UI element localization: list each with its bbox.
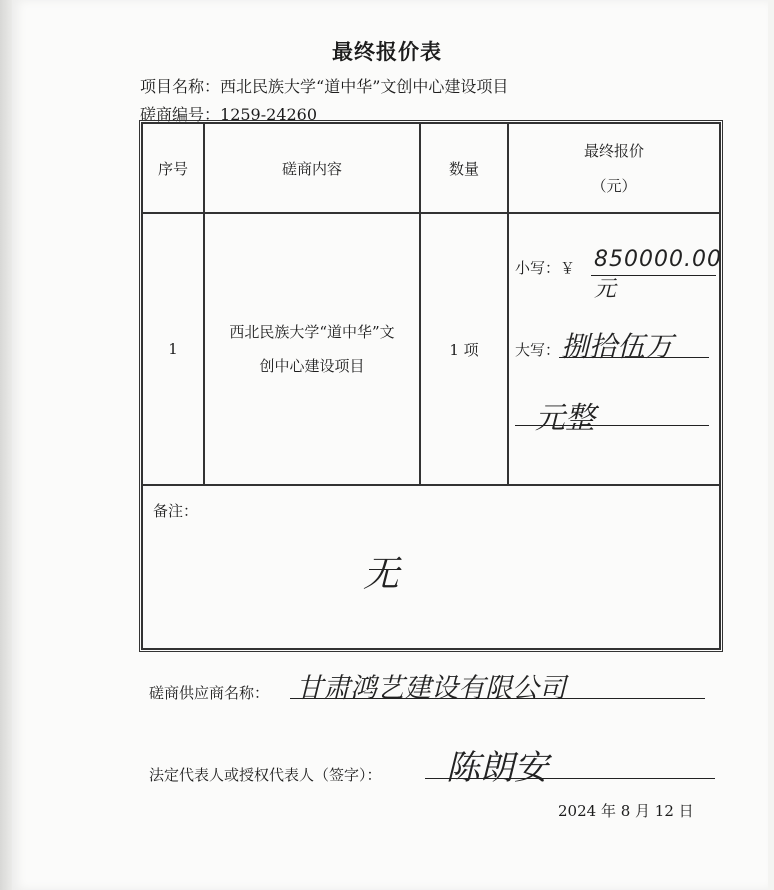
representative-signature: 陈朗安 (446, 748, 548, 788)
row-content-line2: 创中心建设项目 (259, 357, 365, 375)
document-title: 最终报价表 (332, 39, 442, 64)
project-name-label: 项目名称： (140, 77, 221, 96)
header-qty: 数量 (420, 123, 508, 213)
big-amount-value-line1: 捌拾伍万 (561, 330, 674, 363)
representative-label: 法定代表人或授权代表人（签字）： (149, 766, 382, 784)
header-price-line2: （元） (591, 177, 637, 195)
small-amount-label: 小写：￥ (515, 259, 576, 277)
remark-row (142, 485, 720, 649)
supplier-name-handwritten: 甘肃鸿艺建设有限公司 (296, 673, 566, 704)
big-amount-underline-1 (559, 357, 709, 358)
row-seq: 1 (142, 213, 204, 485)
row-price (508, 213, 720, 485)
price-block (509, 215, 722, 483)
supplier-underline (290, 698, 705, 699)
row-content (204, 213, 420, 485)
remark-value: 无 (363, 554, 400, 595)
row-qty: 1 项 (420, 213, 508, 485)
big-amount-underline-2 (515, 425, 709, 426)
consult-number-label: 磋商编号： (140, 105, 221, 124)
project-name-line (140, 74, 508, 97)
header-price-line1: 最终报价 (583, 142, 644, 160)
document-date: 2024 年 8 月 12 日 (558, 802, 694, 820)
small-amount-value: 850000.00元 (594, 247, 722, 302)
quote-table (139, 120, 723, 652)
header-content: 磋商内容 (204, 123, 420, 213)
remark-label: 备注： (153, 502, 199, 520)
consult-number-value: 1259-24260 (220, 105, 318, 124)
header-price (508, 123, 720, 213)
row-content-line1: 西北民族大学“道中华”文 (229, 323, 395, 341)
small-amount-underline (591, 275, 716, 276)
big-amount-label: 大写： (515, 341, 561, 359)
project-name-value: 西北民族大学“道中华”文创中心建设项目 (220, 77, 509, 96)
remark-cell (142, 485, 720, 649)
header-seq: 序号 (142, 123, 204, 213)
representative-underline (425, 778, 715, 779)
supplier-label: 磋商供应商名称： (149, 684, 270, 702)
table-row (142, 213, 720, 485)
table-header-row (142, 123, 720, 213)
big-amount-value-line2: 元整 (535, 401, 595, 436)
